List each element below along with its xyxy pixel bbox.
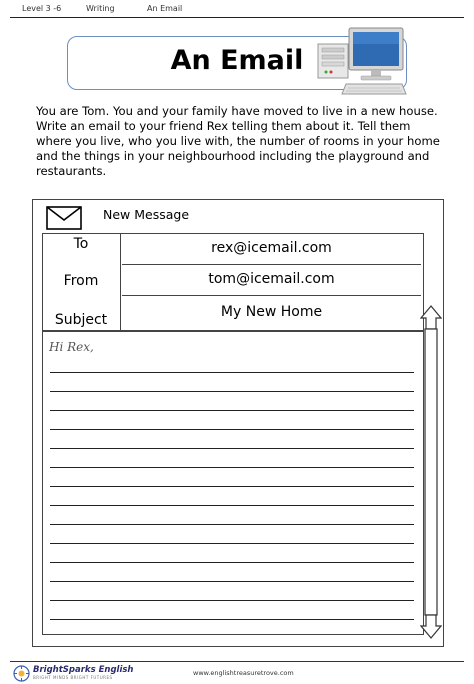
page-title: An Email xyxy=(170,45,304,76)
subject-label: Subject xyxy=(54,312,108,328)
writing-line xyxy=(50,429,414,430)
topic-label: An Email xyxy=(147,4,183,13)
logo-icon xyxy=(13,665,30,682)
logo-tagline: BRIGHT MINDS BRIGHT FUTURES xyxy=(33,675,113,680)
header-divider xyxy=(10,17,464,18)
writing-line xyxy=(50,372,414,373)
from-field[interactable]: tom@icemail.com xyxy=(122,264,421,296)
subject-field[interactable]: My New Home xyxy=(220,304,323,320)
writing-line xyxy=(50,448,414,449)
writing-line xyxy=(50,600,414,601)
message-body[interactable] xyxy=(42,330,424,635)
writing-line xyxy=(50,505,414,506)
arrow-up-icon[interactable] xyxy=(421,306,441,329)
envelope-icon xyxy=(46,206,82,230)
writing-line xyxy=(50,486,414,487)
writing-line xyxy=(50,524,414,525)
writing-line xyxy=(50,543,414,544)
scrollbar[interactable] xyxy=(420,305,442,639)
to-field[interactable]: rex@icemail.com xyxy=(122,233,421,265)
instructions-text: You are Tom. You and your family have moved to live in a new house. Write an email to your friend Rex telling them about it. Tell them where you live, who you live with, the number of rooms in your home and the things in your neighbourhood including the playground and restaurants. xyxy=(36,104,440,178)
window-title: New Message xyxy=(103,207,190,222)
writing-line xyxy=(50,410,414,411)
website-link[interactable]: www.englishtreasuretrove.com xyxy=(193,669,294,677)
greeting-text: Hi Rex, xyxy=(49,340,94,354)
to-label: To xyxy=(73,236,89,252)
writing-line xyxy=(50,581,414,582)
logo-text: BrightSparks English xyxy=(33,665,134,675)
writing-line xyxy=(50,562,414,563)
writing-line xyxy=(50,467,414,468)
from-label: From xyxy=(63,273,99,289)
scroll-track[interactable] xyxy=(425,329,437,615)
level-label: Level 3 -6 xyxy=(22,4,62,13)
writing-line xyxy=(50,391,414,392)
arrow-down-icon[interactable] xyxy=(421,615,441,638)
writing-line xyxy=(50,619,414,620)
computer-icon xyxy=(316,26,408,98)
subject-label: Writing xyxy=(86,4,115,13)
footer-divider xyxy=(10,661,464,662)
